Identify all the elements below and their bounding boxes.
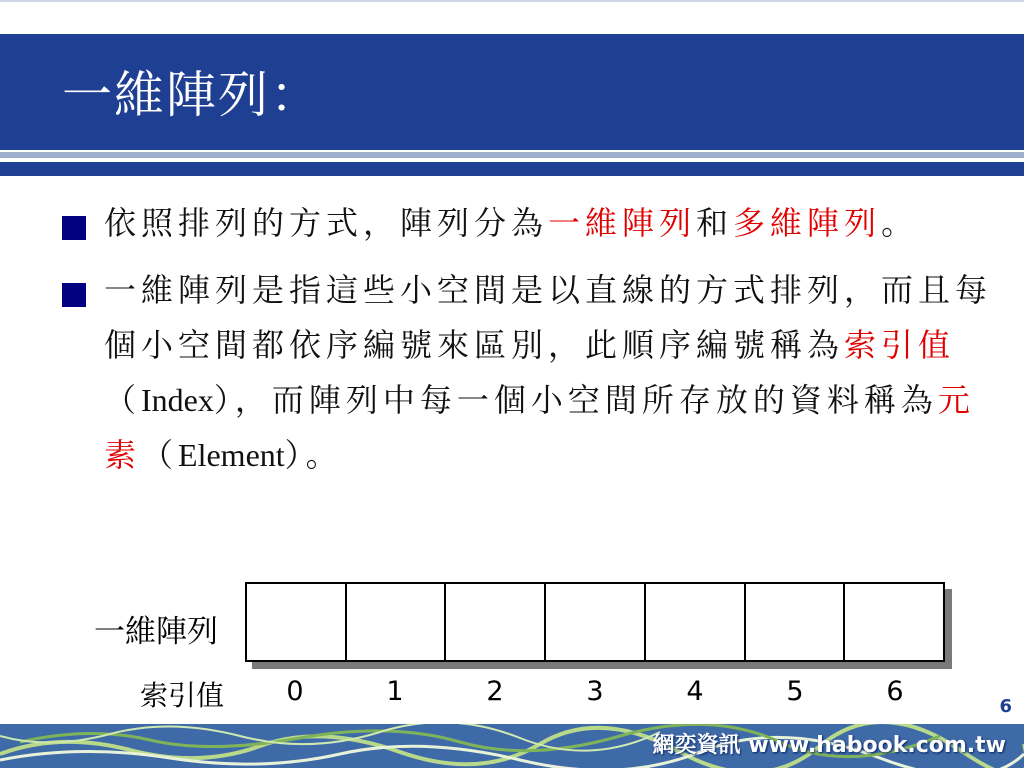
array-cell xyxy=(546,584,646,660)
array-cell xyxy=(347,584,447,660)
bullet-text: 一維陣列是指這些小空間是以直線的方式排列，而且每個小空間都依序編號來區別，此順序編號稱為 xyxy=(104,271,993,364)
bullet-text: 。 xyxy=(881,204,919,242)
bullet-text-latin: Index xyxy=(141,382,214,418)
highlight-term: 一維陣列 xyxy=(548,204,697,242)
index-number: 1 xyxy=(386,676,404,707)
highlight-term: 索引值 xyxy=(844,326,956,364)
index-number: 4 xyxy=(686,676,704,707)
footer-brand: 網奕資訊 www.habook.com.tw xyxy=(652,733,1006,758)
index-number: 0 xyxy=(286,676,304,707)
highlight-term: 多維陣列 xyxy=(733,204,882,242)
bullet-text: ）。 xyxy=(284,436,343,474)
bullet-text: ），而陣列中每一個小空間所存放的資料稱為 xyxy=(213,381,938,419)
array-diagram xyxy=(245,582,945,662)
index-label: 索引值 xyxy=(140,679,225,712)
top-border xyxy=(0,0,1024,2)
array-cell xyxy=(845,584,943,660)
bullet-item-1 xyxy=(62,196,997,251)
array-cell xyxy=(247,584,347,660)
bullet-list xyxy=(62,196,997,495)
index-number: 5 xyxy=(786,676,804,707)
array-cell xyxy=(646,584,746,660)
square-bullet-icon xyxy=(62,216,86,240)
slide-title: 一維陣列： xyxy=(62,66,322,124)
bullet-text: （ xyxy=(141,436,179,474)
index-row xyxy=(245,676,945,707)
square-bullet-icon xyxy=(62,283,86,307)
array-cell xyxy=(746,584,846,660)
highlight-term: 元素 xyxy=(104,381,975,474)
bullet-text-latin: Element xyxy=(178,437,285,473)
index-number: 3 xyxy=(586,676,604,707)
bullet-text: （ xyxy=(104,381,142,419)
index-number: 6 xyxy=(886,676,904,707)
array-label: 一維陣列 xyxy=(94,614,218,650)
page-number: 6 xyxy=(999,696,1012,717)
bullet-item-2 xyxy=(62,263,997,483)
bullet-text: 和 xyxy=(696,204,734,242)
title-stripe-lower xyxy=(0,162,1024,176)
bullet-text: 依照排列的方式，陣列分為 xyxy=(104,204,549,242)
index-number: 2 xyxy=(486,676,504,707)
array-cell xyxy=(446,584,546,660)
title-stripe xyxy=(0,152,1024,158)
